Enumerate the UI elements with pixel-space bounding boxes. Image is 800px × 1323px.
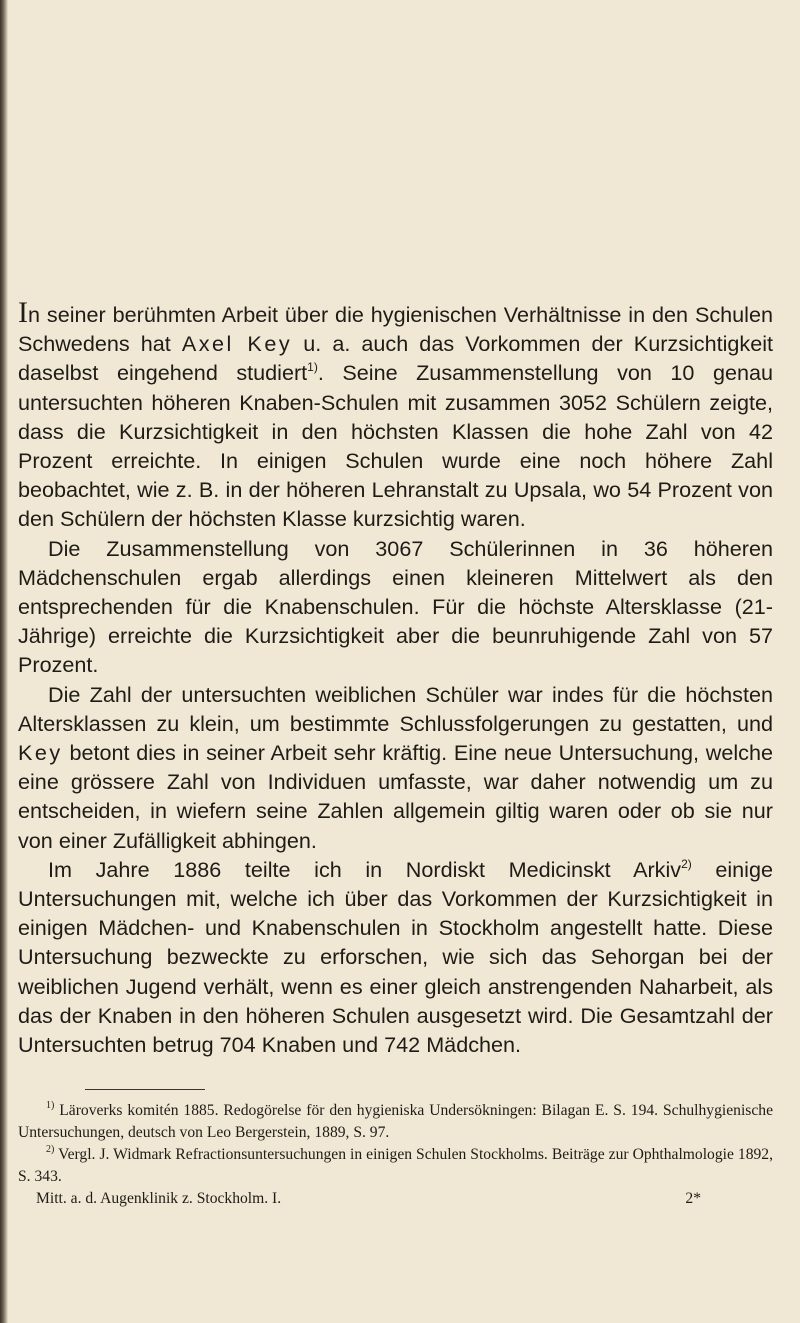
footnote-2	[18, 1144, 773, 1188]
author-name-axel-key: Axel Key	[181, 331, 293, 357]
paragraph-3-text-a: Die Zahl der untersuchten weiblichen Schüler war indes für die höchsten Altersklassen zu klein, um bestimmte Schlussfolgerungen zu gestatten, und	[18, 681, 773, 736]
drop-cap: I	[18, 296, 28, 329]
footnote-separator	[85, 1089, 205, 1090]
footnote-1-mark: 1)	[46, 1100, 55, 1112]
author-name-key: Key	[18, 740, 63, 766]
paragraph-3	[18, 680, 773, 855]
footnotes	[18, 1100, 773, 1210]
paragraph-4	[18, 855, 773, 1059]
page-edge-shadow	[0, 0, 8, 1323]
footnote-1-text: Läroverks komitén 1885. Redogörelse för den hygieniska Undersökningen: Bilagan E. S. 194. Schulhygienische Untersuchungen, deutsch von Leo Bergerstein, 1889, S. 97.	[18, 1102, 773, 1142]
paragraph-1-text-a: n seiner berühmten Arbeit über die hygienischen Verhältnisse in den Schulen Schwedens hat	[18, 302, 773, 357]
book-page	[18, 296, 774, 1210]
paragraph-1	[18, 296, 774, 534]
paragraph-3-text-b: betont dies in seiner Arbeit sehr kräftig. Eine neue Untersuchung, welche eine grössere Zahl von Individuen umfasste, war daher notwendig um zu entscheiden, in wiefern seine Zahlen allgemein giltig waren oder ob sie nur von einer Zufälligkeit abhingen.	[18, 740, 773, 853]
footnote-ref-1: 1)	[307, 360, 318, 375]
footnote-ref-2: 2)	[681, 856, 692, 871]
footnote-2-mark: 2)	[46, 1144, 55, 1156]
paragraph-4-text-b: einige Untersuchungen mit, welche ich über das Vorkommen der Kurzsichtigkeit in einigen Mädchen- und Knabenschulen in Stockholm angestellt hatte. Diese Untersuchung bezweckte zu erforschen, wie sich das Sehorgan bei der weiblichen Jugend verhält, wenn es einer gleich anstrengenden Naharbeit, als das der Knaben in den höheren Schulen ausgesetzt wird. Die Gesamtzahl der Untersuchten betrug 704 Knaben und 742 Mädchen.	[18, 856, 773, 1058]
sheet-signature: 2*	[685, 1190, 701, 1208]
paragraph-2: Die Zusammenstellung von 3067 Schülerinnen in 36 höheren Mädchenschulen ergab allerdings einen kleineren Mittelwert als den entsprechenden für die Knabenschulen. Für die höchste Altersklasse (21-Jährige) erreichte die Kurzsichtigkeit aber die beunruhigende Zahl von 57 Prozent.	[18, 535, 773, 678]
paragraph-1-text-c: . Seine Zusammenstellung von 10 genau untersuchten höheren Knaben-Schulen mit zusammen 3052 Schülern zeigte, dass die Kurzsichtigkeit in den höchsten Klassen die hohe Zahl von 42 Prozent erreichte. In einigen Schulen wurde eine noch höhere Zahl beobachtet, wie z. B. in der höheren Lehranstalt zu Upsala, wo 54 Prozent von den Schülern der höchsten Klasse kurzsichtig waren.	[18, 360, 773, 532]
footnote-1	[18, 1100, 773, 1144]
page-footer	[18, 1188, 773, 1210]
paragraph-1-text-b: u. a. auch das Vorkommen der Kurzsichtigkeit daselbst eingehend studiert	[18, 331, 774, 386]
footnote-2-text: Vergl. J. Widmark Refractionsuntersuchungen in einigen Schulen Stockholms. Beiträge zur Ophthalmologie 1892, S. 343.	[18, 1146, 773, 1186]
paragraph-4-text-a: Im Jahre 1886 teilte ich in Nordiskt Medicinskt Arkiv	[48, 856, 682, 882]
journal-reference: Mitt. a. d. Augenklinik z. Stockholm. I.	[36, 1190, 282, 1208]
